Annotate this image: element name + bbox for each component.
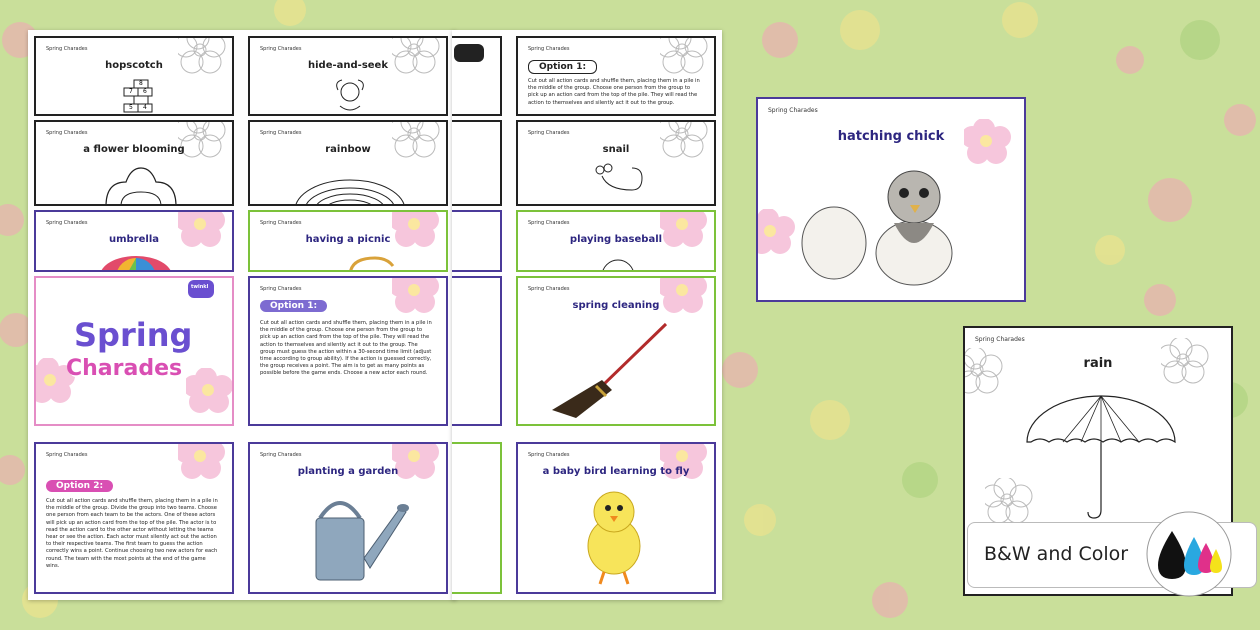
card-snail[interactable] [516, 120, 716, 206]
card-partial-back [452, 276, 502, 426]
card-header: Spring Charades [46, 130, 88, 136]
option-1-text: Cut out all action cards and shuffle them, placing them in a pile in the middle of the group. Choose one person from the group to pick up an action card from the top of the pile. They will read the action to themselves and silently act it out to the group. [528, 78, 700, 106]
card-header: Spring Charades [528, 220, 570, 226]
card-header: Spring Charades [528, 46, 570, 52]
card-header: Spring Charades [528, 130, 570, 136]
card-title: planting a garden [297, 466, 399, 477]
option-2-label: Option 2: [46, 480, 113, 492]
snail-icon [588, 162, 648, 202]
option-1-label: Option 1: [528, 60, 597, 74]
blooming-flower-icon [96, 166, 186, 206]
card-header: Spring Charades [46, 46, 88, 52]
card-playing-baseball[interactable] [516, 210, 716, 272]
flower-icon [392, 120, 448, 162]
flower-icon [392, 210, 448, 252]
broom-icon [546, 320, 676, 420]
card-title: hide-and-seek [308, 60, 388, 71]
card-title: a baby bird learning to fly [542, 466, 690, 477]
card-title: hatching chick [837, 129, 945, 144]
card-header: Spring Charades [528, 286, 570, 292]
bw-color-text: B&W and Color [984, 543, 1129, 565]
card-title: hopscotch [105, 60, 163, 71]
card-title: snail [602, 144, 630, 155]
card-title: playing baseball [569, 234, 663, 245]
card-header: Spring Charades [260, 452, 302, 458]
card-baby-bird[interactable] [516, 442, 716, 594]
hatching-chick-icon [794, 153, 994, 293]
hopscotch-number: 7 [129, 88, 133, 95]
card-header: Spring Charades [528, 452, 570, 458]
card-cover[interactable] [34, 276, 234, 426]
card-header: Spring Charades [260, 130, 302, 136]
flower-icon [660, 120, 716, 162]
rainbow-icon [290, 176, 410, 206]
picnic-basket-icon [340, 256, 400, 272]
card-header: Spring Charades [260, 220, 302, 226]
option-2-text: Cut out all action cards and shuffle them, placing them in a pile in the middle of the group. Divide the group into two teams. Choose one person from each team to be the actors. One of these actors will pick up an action card from the top of the pile. The actor is to read the action card to the other actor without letting the teams hear or see the action. Each actor must silently act out the action to their respective teams. The first team to guess the action correctly wins a point. Continue choosing two new actors for each round. The team with the most points at the end of the game wins. [46, 498, 218, 569]
card-option1-partial[interactable] [516, 36, 716, 116]
card-title: a flower blooming [83, 144, 185, 155]
option-1-text: Cut out all action cards and shuffle them, placing them in a pile in the middle of the group. Choose one person from the group to pick up an action card from the top of the pile. They will read the action to themselves and silently act it out to the group. The group must guess the action within a 30-second time limit (adjust time according to group ability). If the action is guessed correctly, the group receives a point. The aim is to get as many points as possible before the game ends. Choose a new actor each round. [260, 320, 432, 377]
card-header: Spring Charades [768, 107, 818, 114]
flower-icon [186, 368, 234, 426]
ink-drops-icon [1144, 509, 1234, 599]
cover-title-line1: Spring [74, 316, 193, 354]
flower-icon [660, 442, 716, 484]
flower-icon [660, 210, 716, 252]
card-option2[interactable] [34, 442, 234, 594]
watering-can-icon [300, 488, 410, 588]
twinkl-badge-icon [186, 278, 216, 302]
card-flower-blooming[interactable] [34, 120, 234, 206]
badge-icon [452, 42, 492, 72]
twinkl-badge-text: twinkl [191, 284, 209, 290]
flower-icon [392, 36, 448, 78]
card-option1[interactable] [248, 276, 448, 426]
card-title: rain [1083, 356, 1113, 371]
flower-icon [392, 276, 448, 318]
bw-color-label [967, 522, 1257, 588]
flower-icon [660, 276, 716, 318]
card-hide-and-seek[interactable] [248, 36, 448, 116]
card-rainbow[interactable] [248, 120, 448, 206]
card-header: Spring Charades [260, 286, 302, 292]
flower-icon [178, 120, 234, 162]
card-title: having a picnic [305, 234, 391, 245]
flower-icon [660, 36, 716, 78]
chick-icon [580, 484, 650, 589]
card-title: spring cleaning [572, 300, 660, 311]
card-header: Spring Charades [46, 220, 88, 226]
card-spring-cleaning[interactable] [516, 276, 716, 426]
card-planting-garden[interactable] [248, 442, 448, 594]
cover-title-line2: Charades [66, 356, 183, 381]
baseball-icon [598, 256, 638, 272]
flower-icon [178, 210, 234, 252]
child-hiding-icon [330, 76, 370, 116]
card-partial-back [452, 120, 502, 206]
flower-icon [178, 36, 234, 78]
card-title: umbrella [108, 234, 159, 245]
card-umbrella[interactable] [34, 210, 234, 272]
hopscotch-number: 8 [139, 80, 143, 87]
card-partial-back [452, 210, 502, 272]
card-header: Spring Charades [975, 336, 1025, 343]
card-title: rainbow [325, 144, 371, 155]
option-1-label: Option 1: [260, 300, 327, 312]
umbrella-icon [1021, 392, 1181, 522]
colorful-umbrella-icon [96, 254, 176, 272]
hopscotch-number: 6 [143, 88, 147, 95]
hopscotch-number: 5 [129, 104, 133, 111]
hopscotch-number: 4 [143, 104, 147, 111]
card-having-picnic[interactable] [248, 210, 448, 272]
flower-icon [178, 442, 234, 484]
card-header: Spring Charades [260, 46, 302, 52]
card-partial-back [452, 36, 502, 116]
card-hopscotch[interactable] [34, 36, 234, 116]
flower-icon [392, 442, 448, 484]
card-partial-back [452, 442, 502, 594]
card-header: Spring Charades [46, 452, 88, 458]
card-hatching-chick[interactable] [756, 97, 1026, 302]
